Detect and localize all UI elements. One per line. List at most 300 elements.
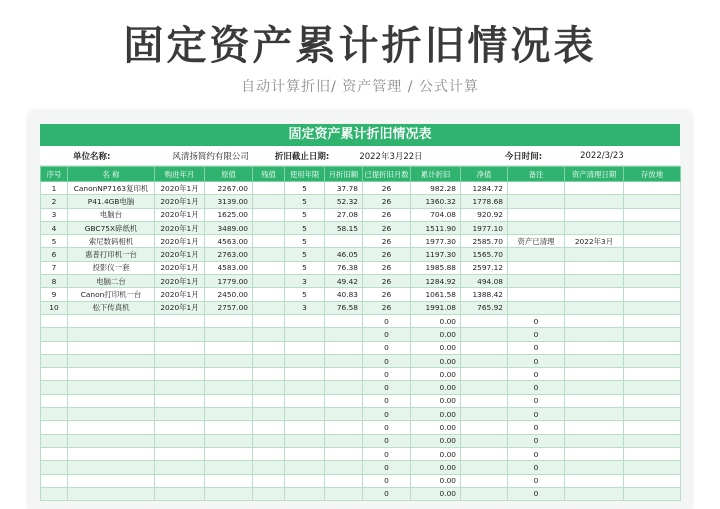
table-cell[interactable]: P41.4GB电脑 — [68, 195, 155, 208]
table-cell[interactable] — [205, 408, 253, 421]
table-cell[interactable] — [624, 288, 681, 301]
table-cell[interactable] — [325, 461, 363, 474]
table-cell[interactable] — [508, 248, 565, 261]
table-cell[interactable]: 0 — [508, 447, 565, 460]
table-cell[interactable]: 0.00 — [411, 461, 461, 474]
table-cell[interactable] — [624, 275, 681, 288]
table-cell[interactable] — [253, 461, 285, 474]
table-cell[interactable] — [41, 381, 68, 394]
table-cell[interactable]: 5 — [285, 221, 325, 234]
table-cell[interactable]: 40.83 — [325, 288, 363, 301]
table-cell[interactable]: 9 — [41, 288, 68, 301]
table-cell[interactable] — [461, 421, 508, 434]
table-cell[interactable]: 0 — [508, 487, 565, 500]
table-cell[interactable]: 7 — [41, 261, 68, 274]
table-cell[interactable]: 0 — [363, 394, 411, 407]
table-cell[interactable]: 1 — [41, 182, 68, 195]
table-cell[interactable] — [624, 195, 681, 208]
table-cell[interactable] — [325, 381, 363, 394]
table-cell[interactable]: 37.78 — [325, 182, 363, 195]
table-cell[interactable] — [565, 487, 624, 500]
table-cell[interactable]: 27.08 — [325, 208, 363, 221]
table-cell[interactable] — [624, 408, 681, 421]
table-cell[interactable]: 5 — [285, 261, 325, 274]
table-cell[interactable] — [624, 221, 681, 234]
table-cell[interactable]: 电脑二台 — [68, 275, 155, 288]
table-cell[interactable] — [325, 447, 363, 460]
table-cell[interactable] — [41, 408, 68, 421]
table-cell[interactable]: 0.00 — [411, 314, 461, 327]
column-header[interactable]: 名 称 — [68, 167, 155, 182]
table-cell[interactable] — [565, 434, 624, 447]
column-header[interactable]: 残值 — [253, 167, 285, 182]
table-cell[interactable] — [565, 248, 624, 261]
table-cell[interactable] — [461, 487, 508, 500]
table-cell[interactable] — [253, 421, 285, 434]
table-cell[interactable]: 电脑台 — [68, 208, 155, 221]
table-cell[interactable] — [565, 301, 624, 314]
table-cell[interactable]: 2020年1月 — [155, 288, 205, 301]
table-cell[interactable] — [285, 354, 325, 367]
table-cell[interactable]: 2022年3月 — [565, 235, 624, 248]
table-cell[interactable]: 0 — [363, 368, 411, 381]
table-cell[interactable]: 0 — [363, 381, 411, 394]
table-cell[interactable] — [461, 328, 508, 341]
table-cell[interactable]: 26 — [363, 235, 411, 248]
table-cell[interactable] — [565, 461, 624, 474]
table-cell[interactable] — [253, 275, 285, 288]
column-header[interactable]: 备注 — [508, 167, 565, 182]
table-cell[interactable] — [325, 314, 363, 327]
table-cell[interactable]: 2020年1月 — [155, 261, 205, 274]
table-cell[interactable] — [508, 288, 565, 301]
table-cell[interactable] — [205, 368, 253, 381]
table-cell[interactable] — [624, 341, 681, 354]
table-cell[interactable] — [155, 408, 205, 421]
table-cell[interactable] — [624, 381, 681, 394]
table-cell[interactable]: 1991.08 — [411, 301, 461, 314]
table-cell[interactable] — [325, 328, 363, 341]
column-header[interactable]: 使用年限 — [285, 167, 325, 182]
table-cell[interactable] — [41, 341, 68, 354]
table-cell[interactable]: 0 — [363, 354, 411, 367]
table-cell[interactable] — [624, 235, 681, 248]
table-cell[interactable]: 765.92 — [461, 301, 508, 314]
table-cell[interactable]: 982.28 — [411, 182, 461, 195]
table-cell[interactable] — [508, 275, 565, 288]
table-cell[interactable] — [155, 314, 205, 327]
table-cell[interactable] — [624, 487, 681, 500]
table-cell[interactable] — [508, 195, 565, 208]
table-cell[interactable] — [253, 487, 285, 500]
column-header[interactable]: 净值 — [461, 167, 508, 182]
table-cell[interactable]: 0.00 — [411, 474, 461, 487]
table-cell[interactable]: 1778.68 — [461, 195, 508, 208]
table-cell[interactable]: 920.92 — [461, 208, 508, 221]
table-cell[interactable]: 0.00 — [411, 447, 461, 460]
table-cell[interactable] — [565, 208, 624, 221]
table-cell[interactable]: 0 — [508, 408, 565, 421]
table-cell[interactable] — [325, 235, 363, 248]
table-cell[interactable]: 0 — [363, 421, 411, 434]
table-cell[interactable]: 26 — [363, 195, 411, 208]
table-cell[interactable] — [253, 195, 285, 208]
table-cell[interactable]: 26 — [363, 221, 411, 234]
table-cell[interactable] — [205, 354, 253, 367]
table-cell[interactable]: 1284.92 — [411, 275, 461, 288]
table-cell[interactable] — [155, 341, 205, 354]
table-cell[interactable]: 1511.90 — [411, 221, 461, 234]
table-cell[interactable] — [285, 341, 325, 354]
table-cell[interactable] — [41, 434, 68, 447]
table-cell[interactable] — [68, 314, 155, 327]
table-cell[interactable]: 0 — [508, 368, 565, 381]
table-cell[interactable]: 2020年1月 — [155, 195, 205, 208]
table-cell[interactable]: 3 — [285, 275, 325, 288]
table-cell[interactable] — [325, 434, 363, 447]
table-cell[interactable] — [508, 182, 565, 195]
table-cell[interactable] — [624, 182, 681, 195]
table-cell[interactable]: 1565.70 — [461, 248, 508, 261]
table-cell[interactable] — [68, 328, 155, 341]
table-cell[interactable] — [624, 314, 681, 327]
table-cell[interactable] — [285, 434, 325, 447]
table-cell[interactable] — [565, 381, 624, 394]
table-cell[interactable]: 1779.00 — [205, 275, 253, 288]
table-cell[interactable] — [285, 487, 325, 500]
table-cell[interactable] — [285, 421, 325, 434]
table-cell[interactable] — [461, 447, 508, 460]
table-cell[interactable]: 3489.00 — [205, 221, 253, 234]
table-cell[interactable] — [565, 447, 624, 460]
table-cell[interactable] — [565, 195, 624, 208]
table-cell[interactable] — [461, 341, 508, 354]
table-cell[interactable]: 1625.00 — [205, 208, 253, 221]
table-cell[interactable] — [155, 328, 205, 341]
table-cell[interactable] — [253, 408, 285, 421]
column-header[interactable]: 累计折旧 — [411, 167, 461, 182]
table-cell[interactable]: 2763.00 — [205, 248, 253, 261]
table-cell[interactable]: 3 — [285, 301, 325, 314]
table-cell[interactable] — [461, 368, 508, 381]
table-cell[interactable] — [253, 235, 285, 248]
table-cell[interactable]: 2020年1月 — [155, 221, 205, 234]
table-cell[interactable] — [565, 354, 624, 367]
table-cell[interactable]: 5 — [285, 248, 325, 261]
table-cell[interactable] — [68, 447, 155, 460]
table-cell[interactable] — [205, 314, 253, 327]
table-cell[interactable]: 6 — [41, 248, 68, 261]
table-cell[interactable]: 投影仪一套 — [68, 261, 155, 274]
table-cell[interactable]: 52.32 — [325, 195, 363, 208]
table-cell[interactable] — [285, 381, 325, 394]
table-cell[interactable] — [155, 447, 205, 460]
table-cell[interactable] — [253, 328, 285, 341]
table-cell[interactable]: 76.58 — [325, 301, 363, 314]
table-cell[interactable]: 49.42 — [325, 275, 363, 288]
table-cell[interactable]: 10 — [41, 301, 68, 314]
table-cell[interactable] — [41, 487, 68, 500]
table-cell[interactable]: 2 — [41, 195, 68, 208]
table-cell[interactable] — [325, 474, 363, 487]
table-cell[interactable] — [155, 368, 205, 381]
table-cell[interactable] — [565, 182, 624, 195]
table-cell[interactable] — [155, 434, 205, 447]
table-cell[interactable] — [253, 248, 285, 261]
column-header[interactable]: 原值 — [205, 167, 253, 182]
table-cell[interactable] — [508, 221, 565, 234]
table-cell[interactable]: 资产已清理 — [508, 235, 565, 248]
column-header[interactable]: 存放地 — [624, 167, 681, 182]
table-cell[interactable]: 1061.58 — [411, 288, 461, 301]
table-cell[interactable] — [155, 394, 205, 407]
table-cell[interactable]: 0 — [363, 434, 411, 447]
table-cell[interactable]: 0 — [508, 354, 565, 367]
table-cell[interactable]: 5 — [285, 208, 325, 221]
table-cell[interactable]: 0 — [363, 408, 411, 421]
table-cell[interactable] — [205, 447, 253, 460]
table-cell[interactable]: 8 — [41, 275, 68, 288]
table-cell[interactable] — [41, 461, 68, 474]
table-cell[interactable] — [565, 394, 624, 407]
table-cell[interactable] — [325, 408, 363, 421]
table-cell[interactable]: 0.00 — [411, 328, 461, 341]
table-cell[interactable]: 0 — [363, 487, 411, 500]
table-cell[interactable] — [325, 421, 363, 434]
table-cell[interactable] — [205, 394, 253, 407]
table-cell[interactable] — [461, 314, 508, 327]
column-header[interactable]: 已提折旧月数 — [363, 167, 411, 182]
table-cell[interactable]: CanonNP7163复印机 — [68, 182, 155, 195]
table-cell[interactable] — [285, 314, 325, 327]
table-cell[interactable]: 0 — [508, 421, 565, 434]
table-cell[interactable] — [205, 381, 253, 394]
table-cell[interactable] — [41, 328, 68, 341]
table-cell[interactable] — [205, 487, 253, 500]
table-cell[interactable]: 2020年1月 — [155, 248, 205, 261]
table-cell[interactable]: 0.00 — [411, 408, 461, 421]
table-cell[interactable] — [565, 474, 624, 487]
table-cell[interactable]: 0 — [508, 328, 565, 341]
table-cell[interactable] — [253, 434, 285, 447]
table-cell[interactable]: 0.00 — [411, 341, 461, 354]
table-cell[interactable]: 1360.32 — [411, 195, 461, 208]
table-cell[interactable]: 2450.00 — [205, 288, 253, 301]
table-cell[interactable] — [41, 421, 68, 434]
table-cell[interactable] — [68, 421, 155, 434]
table-cell[interactable] — [41, 447, 68, 460]
table-cell[interactable]: 5 — [285, 235, 325, 248]
table-cell[interactable] — [624, 434, 681, 447]
table-cell[interactable] — [461, 381, 508, 394]
table-cell[interactable] — [253, 314, 285, 327]
table-cell[interactable] — [285, 461, 325, 474]
table-cell[interactable] — [565, 368, 624, 381]
table-cell[interactable] — [41, 354, 68, 367]
table-cell[interactable]: 2597.12 — [461, 261, 508, 274]
table-cell[interactable] — [253, 208, 285, 221]
table-cell[interactable]: 索尼数码相机 — [68, 235, 155, 248]
table-cell[interactable] — [565, 288, 624, 301]
table-cell[interactable] — [325, 394, 363, 407]
table-cell[interactable] — [285, 474, 325, 487]
table-cell[interactable] — [155, 421, 205, 434]
table-cell[interactable] — [253, 394, 285, 407]
table-cell[interactable] — [41, 314, 68, 327]
table-cell[interactable] — [624, 261, 681, 274]
table-cell[interactable] — [285, 394, 325, 407]
table-cell[interactable]: 松下传真机 — [68, 301, 155, 314]
table-cell[interactable]: 26 — [363, 248, 411, 261]
table-cell[interactable]: Canon打印机一台 — [68, 288, 155, 301]
table-cell[interactable]: 26 — [363, 275, 411, 288]
table-cell[interactable] — [624, 301, 681, 314]
table-cell[interactable] — [624, 461, 681, 474]
table-cell[interactable] — [205, 474, 253, 487]
table-cell[interactable]: 2020年1月 — [155, 235, 205, 248]
table-cell[interactable] — [155, 381, 205, 394]
table-cell[interactable] — [41, 368, 68, 381]
table-cell[interactable]: 26 — [363, 301, 411, 314]
table-cell[interactable]: 5 — [41, 235, 68, 248]
table-cell[interactable]: 26 — [363, 208, 411, 221]
column-header[interactable]: 序号 — [41, 167, 68, 182]
table-cell[interactable] — [68, 381, 155, 394]
table-cell[interactable] — [461, 408, 508, 421]
table-cell[interactable] — [325, 368, 363, 381]
table-cell[interactable] — [205, 341, 253, 354]
table-cell[interactable] — [565, 328, 624, 341]
table-cell[interactable]: 2267.00 — [205, 182, 253, 195]
table-cell[interactable]: 0 — [363, 314, 411, 327]
table-cell[interactable]: 0 — [363, 447, 411, 460]
table-cell[interactable]: 1284.72 — [461, 182, 508, 195]
table-cell[interactable] — [155, 487, 205, 500]
table-cell[interactable]: 0 — [363, 461, 411, 474]
table-cell[interactable] — [565, 341, 624, 354]
table-cell[interactable] — [155, 474, 205, 487]
table-cell[interactable] — [205, 421, 253, 434]
table-cell[interactable] — [253, 221, 285, 234]
table-cell[interactable]: 4583.00 — [205, 261, 253, 274]
table-cell[interactable]: 2020年1月 — [155, 275, 205, 288]
table-cell[interactable] — [155, 461, 205, 474]
table-cell[interactable]: 0 — [508, 314, 565, 327]
table-cell[interactable] — [253, 301, 285, 314]
table-cell[interactable] — [253, 341, 285, 354]
table-cell[interactable] — [565, 314, 624, 327]
table-cell[interactable] — [68, 461, 155, 474]
table-cell[interactable] — [41, 394, 68, 407]
table-cell[interactable]: 0.00 — [411, 381, 461, 394]
table-cell[interactable]: 26 — [363, 261, 411, 274]
table-cell[interactable]: 76.38 — [325, 261, 363, 274]
table-cell[interactable] — [624, 328, 681, 341]
table-cell[interactable] — [68, 474, 155, 487]
table-cell[interactable]: 4 — [41, 221, 68, 234]
table-cell[interactable]: 0 — [363, 341, 411, 354]
table-cell[interactable]: 0.00 — [411, 354, 461, 367]
table-cell[interactable]: 0.00 — [411, 421, 461, 434]
table-cell[interactable] — [68, 487, 155, 500]
table-cell[interactable] — [205, 328, 253, 341]
table-cell[interactable] — [508, 208, 565, 221]
table-cell[interactable] — [565, 261, 624, 274]
table-cell[interactable]: 1985.88 — [411, 261, 461, 274]
table-cell[interactable] — [285, 328, 325, 341]
table-cell[interactable] — [253, 261, 285, 274]
table-cell[interactable]: 0 — [508, 381, 565, 394]
table-cell[interactable] — [253, 368, 285, 381]
table-cell[interactable] — [325, 354, 363, 367]
table-cell[interactable] — [68, 434, 155, 447]
table-cell[interactable]: 1977.30 — [411, 235, 461, 248]
table-cell[interactable] — [624, 421, 681, 434]
table-cell[interactable] — [325, 487, 363, 500]
table-cell[interactable] — [624, 208, 681, 221]
table-cell[interactable]: 0.00 — [411, 434, 461, 447]
table-cell[interactable] — [565, 421, 624, 434]
table-cell[interactable]: 1197.30 — [411, 248, 461, 261]
table-cell[interactable] — [205, 461, 253, 474]
table-cell[interactable] — [285, 447, 325, 460]
table-cell[interactable] — [624, 368, 681, 381]
table-cell[interactable] — [565, 221, 624, 234]
table-cell[interactable] — [155, 354, 205, 367]
table-cell[interactable]: 0.00 — [411, 368, 461, 381]
table-cell[interactable]: 26 — [363, 182, 411, 195]
table-cell[interactable] — [624, 474, 681, 487]
table-cell[interactable]: 5 — [285, 288, 325, 301]
table-cell[interactable]: 1388.42 — [461, 288, 508, 301]
table-cell[interactable]: 2585.70 — [461, 235, 508, 248]
table-cell[interactable]: 3 — [41, 208, 68, 221]
table-cell[interactable] — [68, 368, 155, 381]
table-cell[interactable]: 26 — [363, 288, 411, 301]
table-cell[interactable] — [253, 288, 285, 301]
table-cell[interactable] — [253, 354, 285, 367]
table-cell[interactable] — [624, 354, 681, 367]
table-cell[interactable] — [461, 461, 508, 474]
table-cell[interactable] — [253, 474, 285, 487]
table-cell[interactable]: 0.00 — [411, 487, 461, 500]
table-cell[interactable] — [68, 394, 155, 407]
table-cell[interactable]: 0.00 — [411, 394, 461, 407]
table-cell[interactable] — [565, 408, 624, 421]
table-cell[interactable] — [624, 394, 681, 407]
column-header[interactable]: 购进年月 — [155, 167, 205, 182]
table-cell[interactable]: 0 — [363, 328, 411, 341]
table-cell[interactable] — [508, 261, 565, 274]
table-cell[interactable] — [285, 368, 325, 381]
table-cell[interactable]: 2020年1月 — [155, 208, 205, 221]
table-cell[interactable]: 2020年1月 — [155, 182, 205, 195]
table-cell[interactable]: 704.08 — [411, 208, 461, 221]
table-cell[interactable] — [253, 182, 285, 195]
table-cell[interactable] — [461, 394, 508, 407]
table-cell[interactable] — [461, 354, 508, 367]
column-header[interactable]: 月折旧额 — [325, 167, 363, 182]
table-cell[interactable] — [205, 434, 253, 447]
table-cell[interactable] — [68, 341, 155, 354]
table-cell[interactable] — [253, 447, 285, 460]
table-cell[interactable] — [253, 381, 285, 394]
table-cell[interactable] — [508, 301, 565, 314]
table-cell[interactable]: 0 — [508, 341, 565, 354]
table-cell[interactable]: GBC75X碎纸机 — [68, 221, 155, 234]
table-cell[interactable]: 0 — [508, 434, 565, 447]
table-cell[interactable] — [68, 354, 155, 367]
